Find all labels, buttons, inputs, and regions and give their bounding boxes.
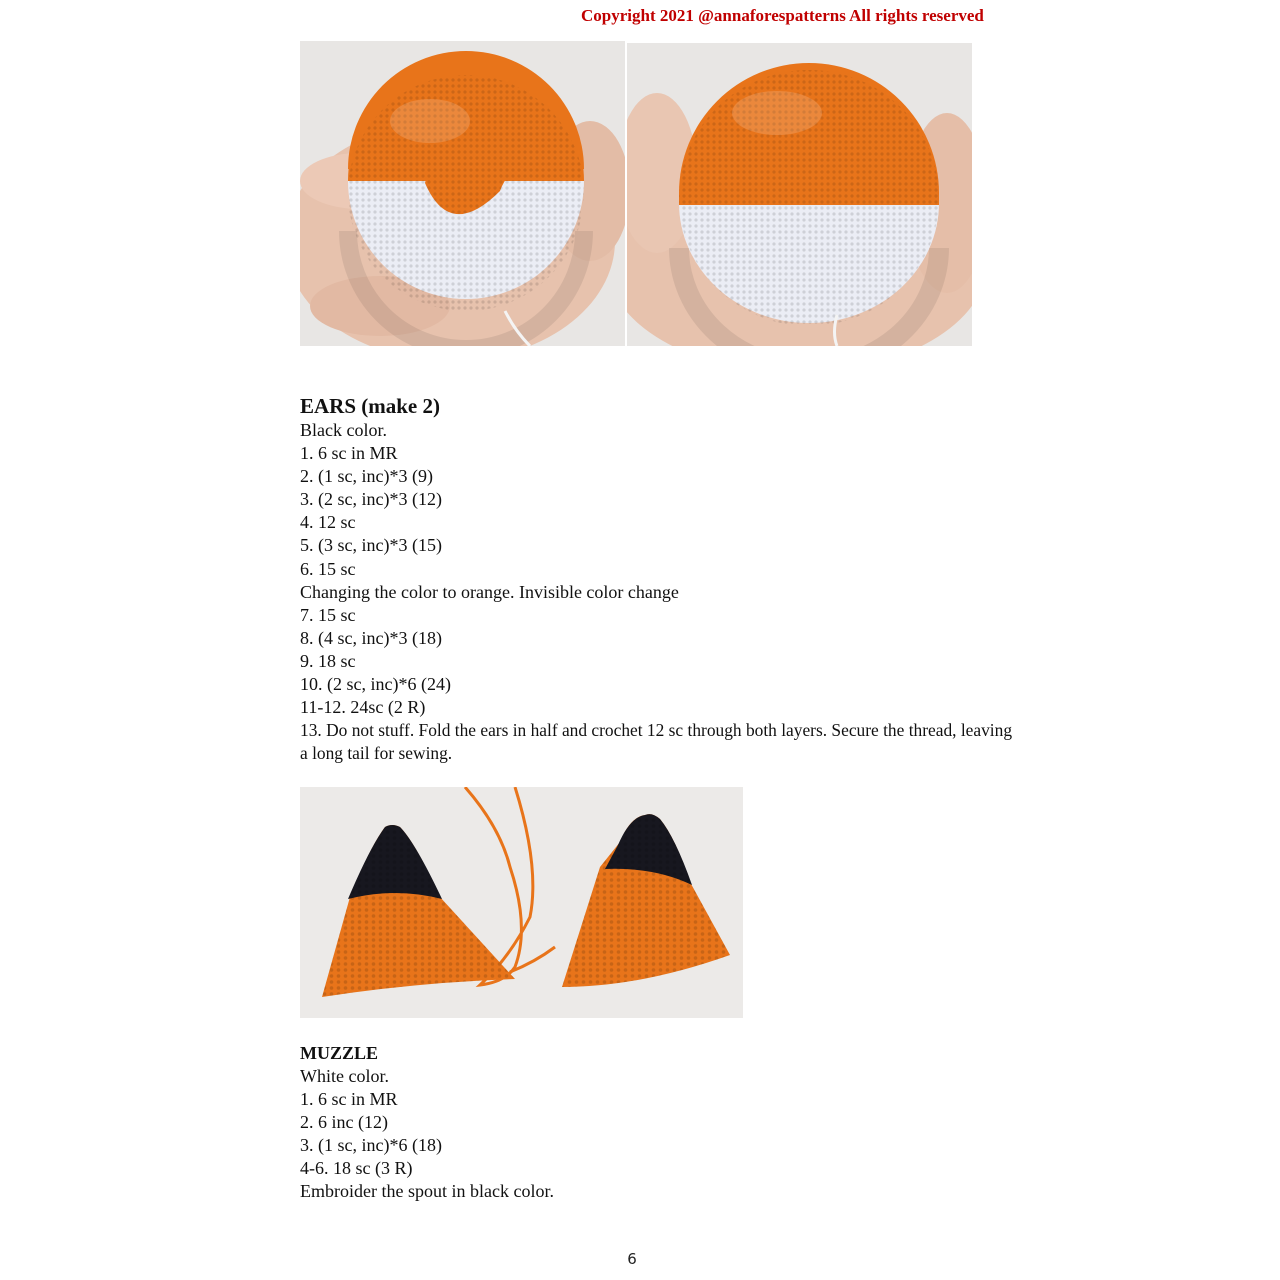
photo-head-back-image — [627, 43, 972, 346]
ears-line: 13. Do not stuff. Fold the ears in half and crochet 12 sc through both layers. Secure the thread, leaving a long tail for sewing. — [300, 720, 1013, 764]
ears-line: 9. 18 sc — [300, 650, 356, 671]
ears-line: 4. 12 sc — [300, 512, 356, 533]
muzzle-line: 3. (1 sc, inc)*6 (18) — [300, 1135, 442, 1156]
ears-line: 1. 6 sc in MR — [300, 443, 398, 464]
photo-head-front-image — [300, 41, 625, 346]
copyright-notice: Copyright 2021 @annaforespatterns All rights reserved — [581, 6, 984, 25]
ears-line: Black color. — [300, 420, 387, 440]
ears-line: 3. (2 sc, inc)*3 (12) — [300, 489, 442, 510]
ears-section-title: EARS (make 2) — [300, 394, 440, 418]
ears-line: 7. 15 sc — [300, 604, 356, 625]
ears-line: 10. (2 sc, inc)*6 (24) — [300, 674, 451, 695]
muzzle-line: 4-6. 18 sc (3 R) — [300, 1158, 413, 1179]
ears-line: 11-12. 24sc (2 R) — [300, 697, 426, 718]
ears-line: 6. 15 sc — [300, 558, 356, 579]
ears-instructions — [300, 419, 1020, 765]
ears-line: 8. (4 sc, inc)*3 (18) — [300, 627, 442, 648]
ears-line: 5. (3 sc, inc)*3 (15) — [300, 535, 442, 556]
photo-ears — [300, 787, 743, 1018]
muzzle-line: 1. 6 sc in MR — [300, 1089, 398, 1110]
photo-head-front — [300, 41, 625, 346]
muzzle-instructions — [300, 1065, 1020, 1204]
muzzle-line: 2. 6 inc (12) — [300, 1112, 388, 1133]
muzzle-line: White color. — [300, 1066, 389, 1086]
photo-ears-image — [300, 787, 743, 1018]
muzzle-section-title: MUZZLE — [300, 1043, 379, 1063]
muzzle-line: Embroider the spout in black color. — [300, 1181, 554, 1202]
ears-line: Changing the color to orange. Invisible color change — [300, 581, 679, 602]
ears-line: 2. (1 sc, inc)*3 (9) — [300, 466, 433, 487]
photo-head-back — [627, 43, 972, 346]
page-number: 6 — [627, 1250, 637, 1268]
